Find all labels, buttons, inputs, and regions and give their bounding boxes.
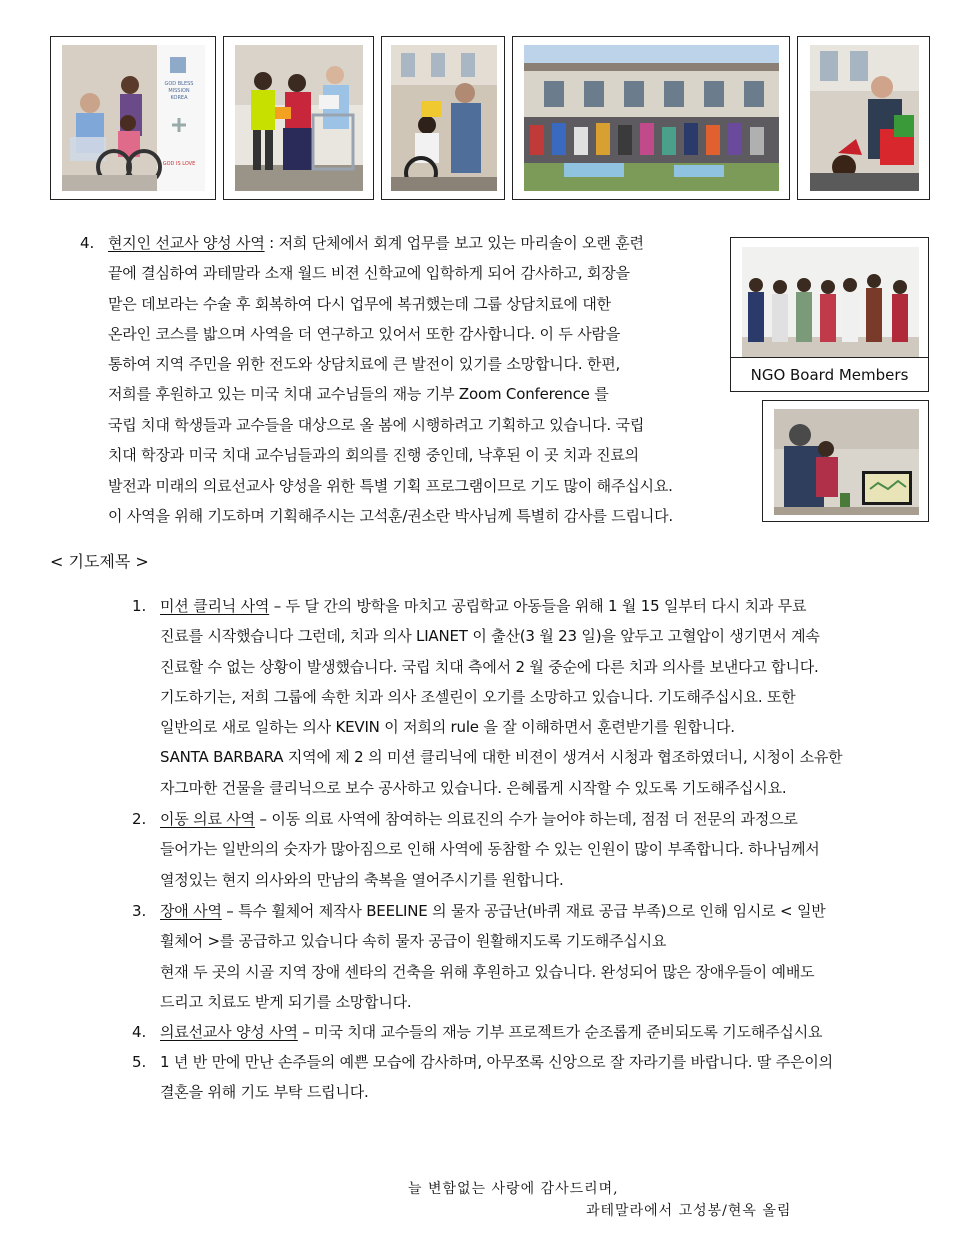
photo-frame-1: [50, 36, 216, 200]
prayer-3-line-4: 드리고 치료도 받게 되기를 소망합니다.: [160, 992, 412, 1011]
sign-text-bottom: GOD IS LOVE: [162, 161, 196, 167]
photo-ngo-board: [742, 247, 919, 359]
closing-line-1: 늘 변함없는 사랑에 감사드리며,: [408, 1181, 619, 1197]
prayer-1-line-7: 자그마한 건물을 클리닉으로 보수 공사하고 있습니다. 은혜롭게 시작할 수 있도록 기도해주십시요.: [160, 778, 787, 797]
item4-number: 4.: [80, 234, 95, 252]
ngo-caption: [730, 357, 929, 392]
item4-title: 현지인 선교사 양성 사역: [108, 234, 265, 252]
sign-text-line2: MISSION: [168, 88, 190, 94]
prayer-2-line-3: 열정있는 현지 의사와의 만남의 축복을 열어주시기를 원합니다.: [160, 870, 564, 889]
prayer-1-title: 미션 클리닉 사역: [160, 597, 270, 615]
item4-paragraph: [108, 228, 716, 410]
prayer-2-line-1: 이동 의료 사역 – 이동 의료 사역에 참여하는 의료진의 수가 늘어야 하는데, 점점 더 전문의 과정으로: [160, 810, 798, 828]
prayer-1-line-5: 일반의로 새로 일하는 의사 KEVIN 이 저희의 rule 을 잘 이해하면서 훈련받기를 원합니다.: [160, 718, 735, 737]
item4-line-10: 이 사역을 위해 기도하며 기획해주시는 고석훈/권소란 박사님께 특별히 감사를 드립니다.: [108, 506, 673, 525]
prayer-5-paragraph: [160, 1047, 930, 1108]
prayer-5-line-2: 결혼을 위해 기도 부탁 드립니다.: [160, 1083, 369, 1102]
photo-walker-donation: [235, 45, 363, 191]
photo-frame-4: [512, 36, 790, 200]
item4-line-8: 치대 학장과 미국 치대 교수님들과의 회의를 진행 중인데, 낙후된 이 곳 치과 진료의: [108, 446, 639, 465]
prayer-1-line-2: 진료를 시작했습니다 그런데, 치과 의사 LIANET 이 출산(3 월 23 일)을 앞두고 고혈압이 생기면서 계속: [160, 627, 820, 646]
photo-frame-3: [381, 36, 505, 200]
sign-text-line1: GOD BLESS: [164, 81, 194, 87]
prayer-5-number: 5.: [132, 1053, 147, 1071]
prayer-heading: < 기도제목 >: [50, 552, 149, 571]
photo-wheelchair-donation: [62, 45, 205, 191]
prayer-2-line-2: 들어가는 일반의의 숫자가 많아짐으로 인해 사역에 동참할 수 있는 인원이 많이 부족합니다. 하나님께서: [160, 840, 820, 859]
item4-line-3: 맡은 데보라는 수술 후 회복하여 다시 업무에 복귀했는데 그룹 상담치료에 대한: [108, 294, 611, 313]
prayer-5-line-1: 1 년 반 만에 만난 손주들의 예쁜 모습에 감사하며, 아무쪼록 신앙으로 잘 자라기를 바랍니다. 딸 주은이의: [160, 1053, 833, 1071]
prayer-4-title: 의료선교사 양성 사역: [160, 1023, 298, 1041]
photo-frame-zoom: [762, 400, 929, 522]
ngo-caption-text: NGO Board Members: [750, 366, 909, 384]
item4-line-2: 끝에 결심하여 과테말라 소재 월드 비젼 신학교에 입학하게 되어 감사하고, 회장을: [108, 264, 630, 283]
prayer-4-line-1: 의료선교사 양성 사역 – 미국 치대 교수들의 재능 기부 프로젝트가 순조롭게 준비되도록 기도해주십시요: [160, 1023, 823, 1041]
prayer-4-paragraph: [160, 1017, 930, 1047]
prayer-1-paragraph: [160, 591, 930, 803]
prayer-2-number: 2.: [132, 810, 147, 828]
photo-group-outdoor: [524, 45, 779, 191]
photo-zoom-conference: [774, 409, 919, 515]
photo-frame-5: [797, 36, 930, 200]
sign-text-line3: KOREA: [170, 95, 188, 101]
prayer-3-title: 장애 사역: [160, 902, 222, 920]
prayer-4-number: 4.: [132, 1023, 147, 1041]
photo-christmas-gift: [810, 45, 919, 191]
prayer-1-line-6: SANTA BARBARA 지역에 제 2 의 미션 클리닉에 대한 비젼이 생겨서 시청과 협조하였더니, 시청이 소유한: [160, 748, 843, 767]
prayer-3-line-2: 휠체어 >를 공급하고 있습니다 속히 물자 공급이 원활해지도록 기도해주십시요: [160, 932, 667, 951]
item4-line-4: 온라인 코스를 밟으며 사역을 더 연구하고 있어서 또한 감사합니다. 이 두 사람을: [108, 324, 621, 343]
photo-child-wheelchair: [391, 45, 497, 191]
photo-frame-2: [223, 36, 374, 200]
item4-line-1: 현지인 선교사 양성 사역 : 저희 단체에서 회계 업무를 보고 있는 마리솔이 오랜 훈련: [108, 234, 644, 252]
prayer-2-paragraph: [160, 804, 930, 895]
item4-line-5: 통하여 지역 주민을 위한 전도와 상담치료에 큰 발전이 있기를 소망합니다. 한편,: [108, 355, 621, 374]
item4-line-6: 저희를 후원하고 있는 미국 치대 교수님들의 재능 기부 Zoom Conference 를: [108, 385, 609, 404]
prayer-2-title: 이동 의료 사역: [160, 810, 255, 828]
item4-paragraph-cont: [108, 410, 748, 531]
prayer-3-number: 3.: [132, 902, 147, 920]
prayer-3-line-1: 장애 사역 – 특수 휠체어 제작사 BEELINE 의 물자 공급난(바퀴 재료 공급 부족)으로 인해 임시로 < 일반: [160, 902, 826, 920]
prayer-1-line-1: 미션 클리닉 사역 – 두 달 간의 방학을 마치고 공립학교 아동들을 위해 1 월 15 일부터 다시 치과 무료: [160, 597, 807, 615]
prayer-1-number: 1.: [132, 597, 147, 615]
prayer-3-paragraph: [160, 896, 930, 1017]
prayer-1-line-4: 기도하기는, 저희 그룹에 속한 치과 의사 조셀린이 오기를 소망하고 있습니다. 기도해주십시요. 또한: [160, 687, 796, 706]
closing-line-2: 과테말라에서 고성봉/현옥 올림: [586, 1203, 792, 1219]
prayer-3-line-3: 현재 두 곳의 시골 지역 장애 센타의 건축을 위해 후원하고 있습니다. 완성되어 많은 장애우들이 예배도: [160, 962, 815, 981]
item4-line-9: 발전과 미래의 의료선교사 양성을 위한 특별 기획 프로그램이므로 기도 많이 해주십시요.: [108, 476, 673, 495]
prayer-1-line-3: 진료할 수 없는 상황이 발생했습니다. 국립 치대 측에서 2 월 중순에 다른 치과 의사를 보낸다고 합니다.: [160, 657, 819, 676]
item4-line-7: 국립 치대 학생들과 교수들을 대상으로 올 봄에 시행하려고 기획하고 있습니다. 국립: [108, 416, 645, 434]
photo-frame-ngo: [730, 237, 929, 358]
